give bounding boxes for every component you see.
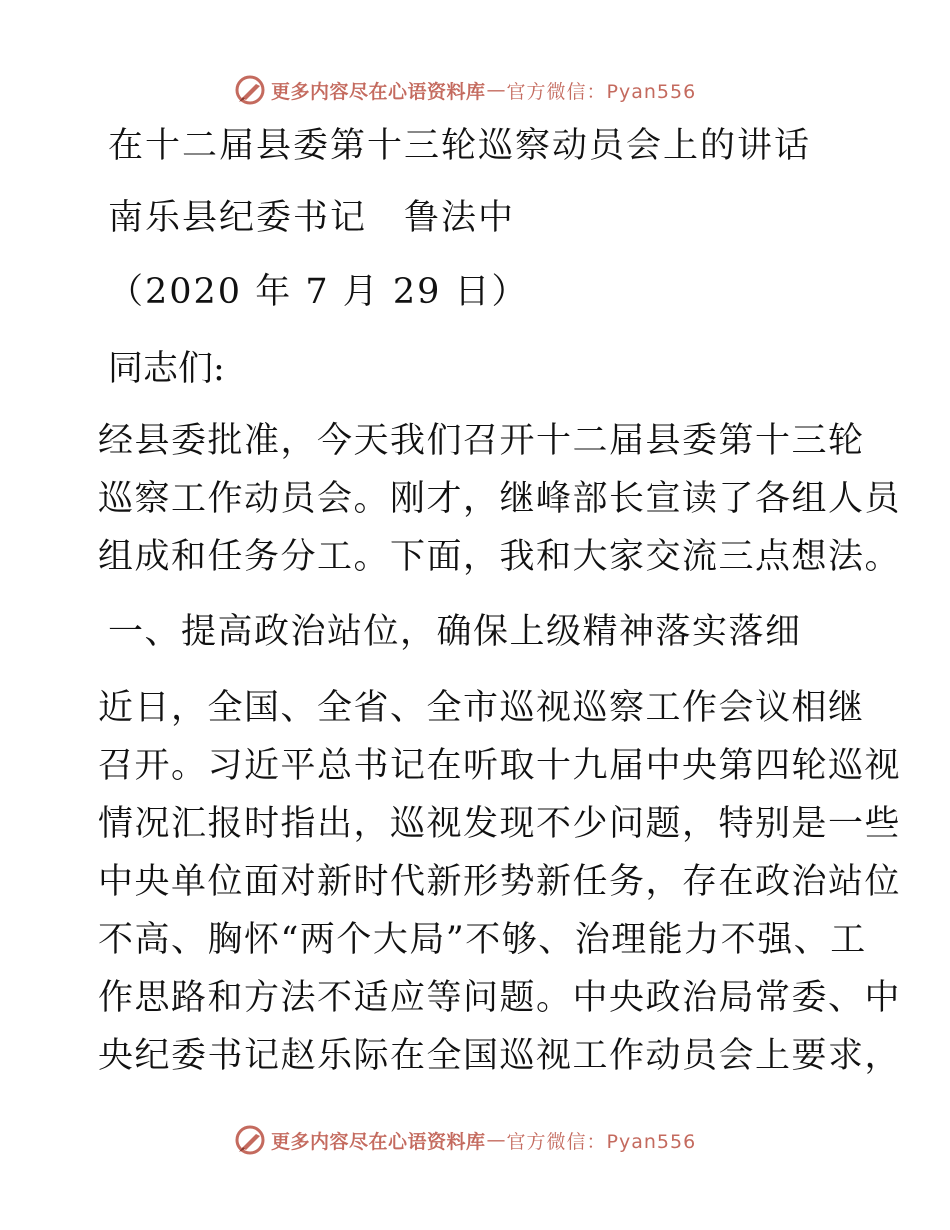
paragraph-line: 经县委批准，今天我们召开十二届县委第十三轮: [98, 421, 865, 461]
document-date: （2020 年 7 月 29 日）: [108, 272, 529, 312]
paragraph-line: 中央单位面对新时代新形势新任务，存在政治站位: [98, 862, 902, 902]
watermark-main-text: 更多内容尽在心语资料库: [271, 80, 486, 103]
pen-logo-icon: [233, 73, 267, 107]
paragraph-line: 巡察工作动员会。刚才，继峰部长宣读了各组人员: [98, 479, 902, 519]
watermark-separator: —: [486, 1129, 506, 1151]
paragraph-line: 不高、胸怀“两个大局”不够、治理能力不强、工: [98, 920, 867, 960]
footer-watermark: [233, 1120, 696, 1160]
watermark-separator: —: [486, 79, 506, 101]
paragraph-line: 作思路和方法不适应等问题。中央政治局常委、中: [98, 978, 902, 1018]
watermark-main-text: 更多内容尽在心语资料库: [271, 1130, 486, 1153]
watermark-wechat-text: 官方微信：Pyan556: [506, 80, 697, 103]
watermark-wechat-text: 官方微信：Pyan556: [506, 1130, 697, 1153]
document-greeting: 同志们:: [108, 349, 225, 389]
header-watermark: [233, 70, 696, 110]
document-title: 在十二届县委第十三轮巡察动员会上的讲话: [108, 126, 812, 166]
pen-logo-icon: [233, 1123, 267, 1157]
paragraph-line: 近日，全国、全省、全市巡视巡察工作会议相继: [98, 688, 865, 728]
section-heading: 一、提高政治站位，确保上级精神落实落细: [108, 612, 802, 652]
paragraph-line: 组成和任务分工。下面，我和大家交流三点想法。: [98, 537, 902, 577]
paragraph-line: 召开。习近平总书记在听取十九届中央第四轮巡视: [98, 746, 902, 786]
paragraph-line: 央纪委书记赵乐际在全国巡视工作动员会上要求，: [98, 1036, 902, 1076]
paragraph-line: 情况汇报时指出，巡视发现不少问题，特别是一些: [98, 804, 902, 844]
document-author: 南乐县纪委书记 鲁法中: [108, 198, 516, 238]
